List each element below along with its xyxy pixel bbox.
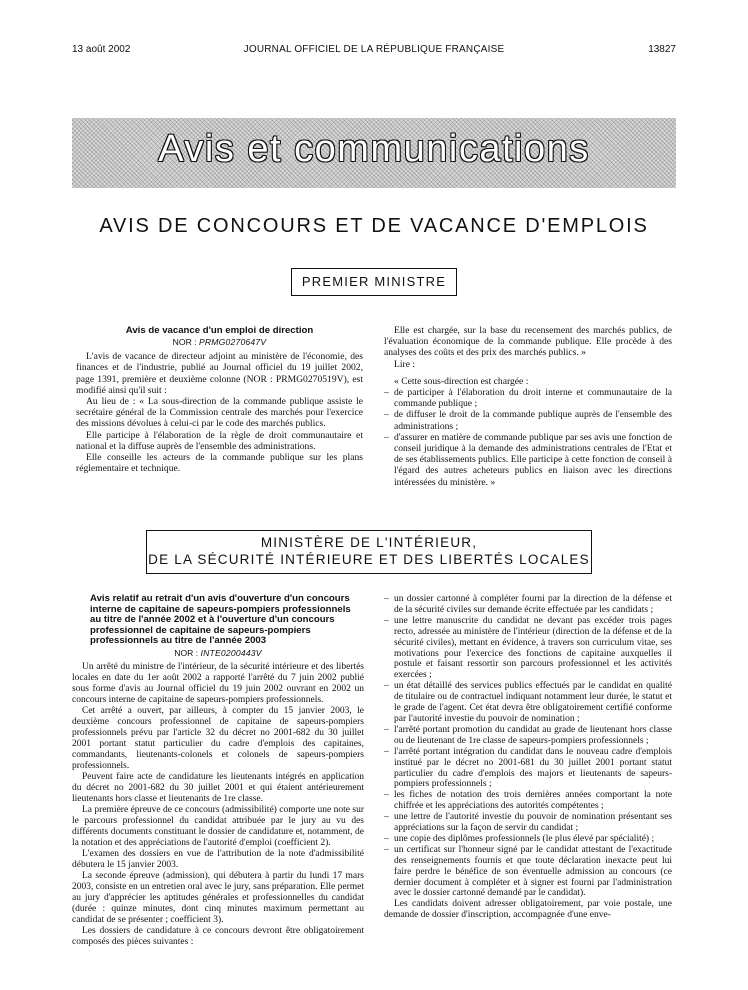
list-item: – de participer à l'élaboration du droit interne et communautaire de la commande publique ;: [384, 387, 672, 409]
list-item: – un dossier cartonné à compléter fourni par la direction de la défense et de la sécurité civiles sur demande écrite effectuée par les candidats ;: [384, 594, 672, 616]
paragraph: La première épreuve de ce concours (admissibilité) comporte une note sur le parcours professionnel du candidat attribuée par le jury au vu des différents documents constituant le dossier de candidature et, notamment, de la notation et des appréciations de l'autorité d'emploi (coefficient 2).: [72, 804, 364, 848]
paragraph: Elle participe à l'élaboration de la règle de droit communautaire et national et la diffuse auprès de l'ensemble des administrations.: [76, 429, 363, 452]
list-item: – une lettre manuscrite du candidat ne devant pas excéder trois pages recto, adressée au ministère de l'intérieur (direction de la défense et de la sécurité civiles), mettant en évidence, à travers son curriculum vitae, ses motivations pour l'exercice des fonctions de capitaine auxquelles il postule et faisant ressortir son parcours professionnel et les activités exercées ;: [384, 616, 672, 681]
journal-title: JOURNAL OFFICIEL DE LA RÉPUBLIQUE FRANÇAISE: [243, 44, 505, 55]
paragraph: Les candidats doivent adresser obligatoirement, par voie postale, une demande de dossier d'inscription, accompagnée d'une enve-: [384, 899, 672, 921]
paragraph: Cet arrêté a ouvert, par ailleurs, à compter du 15 janvier 2003, le deuxième concours professionnel de capitaine de sapeurs-pompiers professionnels prévu par l'article 32 du décret no 2001-682 du 30 juillet 2001 portant statut particulier du cadre d'emplois des capitaines, commandants, lieutenants-colonels et colonels de sapeurs-pompiers professionnels.: [72, 705, 364, 771]
ministry-box-premier-ministre: PREMIER MINISTRE: [291, 268, 457, 296]
paragraph: Elle conseille les acteurs de la commande publique sur les plans réglementaire et technique.: [76, 452, 363, 475]
issue-date: 13 août 2002: [72, 44, 131, 55]
ministry-box-interieur: [146, 530, 592, 574]
nor-code: INTE0200443V: [200, 647, 262, 658]
list-item: – l'arrêté portant promotion du candidat au grade de lieutenant hors classe ou de lieutenant de 1re classe de sapeurs-pompiers professionnels ;: [384, 725, 672, 747]
list-item: – d'assurer en matière de commande publique par ses avis une fonction de conseil juridique à la demande des administrations centrales de l'Etat et de ses établissements publics. Elle participe à cette fonction de conseil à l'égard des autres acheteurs publics en liaison avec les directions intéressées du ministère. »: [384, 432, 672, 488]
ministry-line: MINISTÈRE DE L'INTÉRIEUR,: [260, 535, 478, 550]
paragraph: Au lieu de : « La sous-direction de la commande publique assiste le secrétaire général de la Commission centrale des marchés pour l'exercice des missions dévolues à celui-ci par le code des marchés publics.: [76, 396, 363, 430]
paragraph: « Cette sous-direction est chargée :: [394, 375, 529, 387]
section2-right-column: [384, 594, 672, 921]
section-banner: [72, 118, 676, 188]
page-title: AVIS DE CONCOURS ET DE VACANCE D'EMPLOIS: [99, 215, 649, 237]
nor-code: PRMG0270647V: [198, 337, 267, 347]
paragraph: Les dossiers de candidature à ce concours devront être obligatoirement composés des pièces suivantes :: [72, 925, 364, 947]
banner-title: Avis et communications: [158, 128, 590, 170]
list-item: – un certificat sur l'honneur signé par le candidat attestant de l'exactitude des renseignements fournis et que toute déclaration inexacte peut lui faire perdre le bénéfice de son éventuelle admission au concours (ce dernier document à compléter et à signer est fourni par l'administration avec le dossier cartonné demandé par le candidat).: [384, 845, 672, 900]
nor-reference: [76, 337, 363, 348]
list-item: – un état détaillé des services publics effectués par le candidat en qualité de titulaire ou de contractuel indiquant notamment leur durée, le statut et le grade de l'agent. Cet état devra être obligatoirement certifié conforme par l'autorité investie du pouvoir de nomination ;: [384, 681, 672, 725]
list-item: – de diffuser le droit de la commande publique auprès de l'ensemble des administrations ;: [384, 409, 672, 431]
paragraph: L'examen des dossiers en vue de l'attribution de la note d'admissibilité débutera le 15 janvier 2003.: [72, 848, 364, 870]
bullet-list: [384, 387, 672, 488]
ministry-line: DE LA SÉCURITÉ INTÉRIEURE ET DES LIBERTÉS LOCALES: [148, 552, 590, 567]
bullet-list: [384, 594, 672, 899]
lire-label: Lire :: [394, 358, 416, 370]
paragraph: Un arrêté du ministre de l'intérieur, de la sécurité intérieure et des libertés locales en date du 1er août 2002 a rapporté l'arrêté du 7 juin 2002 publié sous forme d'avis au Journal officiel du 19 juin 2002 ouvrant en 2002 un concours interne de capitaine de sapeurs-pompiers professionnels.: [72, 661, 364, 705]
nor-label: NOR :: [172, 337, 197, 347]
list-item: – les fiches de notation des trois dernières années comportant la note chiffrée et les appréciations des autorités compétentes ;: [384, 790, 672, 812]
section1-left-column: [76, 325, 363, 474]
section2-left-column: [72, 594, 364, 948]
list-item: – une copie des diplômes professionnels (le plus élevé par spécialité) ;: [384, 834, 672, 845]
paragraph: Peuvent faire acte de candidature les lieutenants intégrés en application du décret no 2001-682 du 30 juillet 2001 et qui étaient antérieurement lieutenants hors classe et lieutenants de 1re classe.: [72, 771, 364, 804]
paragraph: La seconde épreuve (admission), qui débutera à partir du lundi 17 mars 2003, consiste en un entretien oral avec le jury, sans préparation. Elle permet au jury d'apprécier les aptitudes générales et professionnelles du candidat (durée : quinze minutes, dont cinq minutes maximum permettant au candidat de se présenter ; coefficient 3).: [72, 870, 364, 925]
nor-label: NOR :: [174, 647, 199, 658]
page-header: [72, 44, 676, 58]
paragraph: L'avis de vacance de directeur adjoint au ministère de l'économie, des finances et de l'industrie, publié au Journal officiel du 19 juillet 2002, page 1391, première et deuxième colonne (NOR : PRMG0270519V), est modifié ainsi qu'il suit :: [76, 351, 363, 396]
page-number: 13827: [648, 44, 676, 55]
list-item: – l'arrêté portant intégration du candidat dans le nouveau cadre d'emplois institué par le décret no 2001-681 du 30 juillet 2001 portant statut particulier du cadre d'emplois des majors et lieutenants de sapeurs-pompiers professionnels ;: [384, 747, 672, 791]
article-title: Avis relatif au retrait d'un avis d'ouverture d'un concours interne de capitaine de sapeurs-pompiers professionnels au titre de l'année 2002 et à l'ouverture d'un concours professionnel de capitaine de sapeurs-pompiers professionnels au titre de l'année 2003: [90, 593, 351, 647]
paragraph: Elle est chargée, sur la base du recensement des marchés publics, de l'évaluation économique de la commande publique. Elle procède à des analyses des coûts et des prix des marchés publics. »: [384, 325, 672, 359]
list-item: – une lettre de l'autorité investie du pouvoir de nomination présentant ses appréciations sur la façon de servir du candidat ;: [384, 812, 672, 834]
section1-right-column: [384, 325, 672, 488]
article-title: Avis de vacance d'un emploi de direction: [125, 325, 314, 336]
nor-reference: [72, 648, 364, 659]
